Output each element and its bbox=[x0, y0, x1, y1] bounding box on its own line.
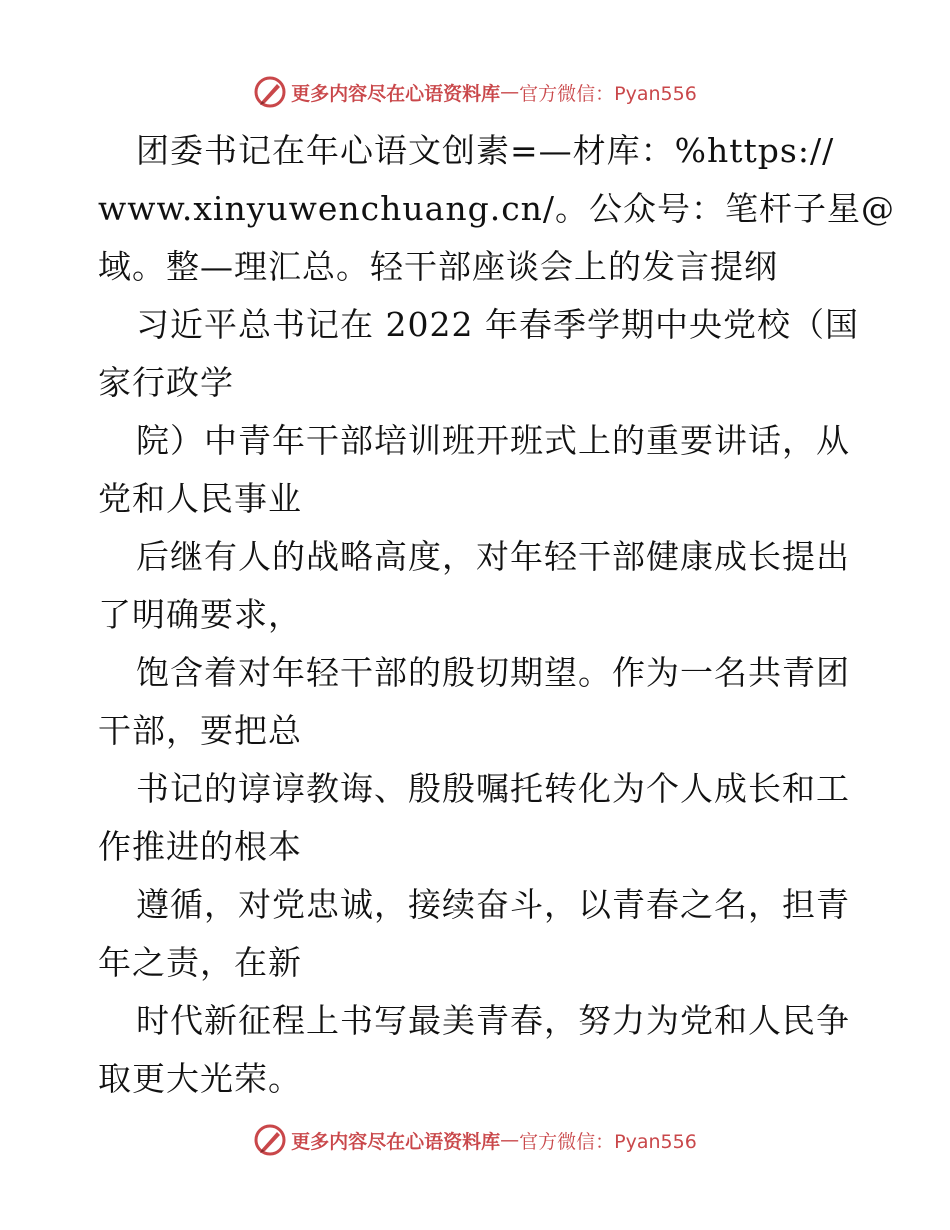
text-line: www.xinyuwenchuang.cn/。公众号：笔杆子星@ bbox=[98, 189, 896, 228]
text-line: 取更大光荣。 bbox=[98, 1059, 302, 1098]
banner-separator: — bbox=[500, 1129, 520, 1151]
banner-site-text: 更多内容尽在心语资料库 bbox=[291, 82, 501, 105]
pen-logo-icon bbox=[253, 75, 287, 109]
text-line: 后继有人的战略高度，对年轻干部健康成长提出 bbox=[136, 537, 850, 576]
banner-separator: — bbox=[500, 81, 520, 103]
text-line: 干部，要把总 bbox=[98, 711, 302, 750]
text-line: 年之责，在新 bbox=[98, 943, 302, 982]
text-line: 家行政学 bbox=[98, 363, 234, 402]
text-line: 院）中青年干部培训班开班式上的重要讲话，从 bbox=[136, 421, 850, 460]
text-line: 习近平总书记在 2022 年春季学期中央党校（国 bbox=[136, 305, 859, 344]
banner-site-text: 更多内容尽在心语资料库 bbox=[291, 1130, 501, 1153]
banner-wechat-text: 官方微信：Pyan556 bbox=[519, 1130, 697, 1153]
banner-wechat-text: 官方微信：Pyan556 bbox=[519, 82, 697, 105]
text-line: 了明确要求， bbox=[98, 595, 302, 634]
text-line: 饱含着对年轻干部的殷切期望。作为一名共青团 bbox=[136, 653, 850, 692]
footer-banner bbox=[0, 1120, 950, 1160]
pen-logo-icon bbox=[253, 1123, 287, 1157]
text-line: 遵循，对党忠诚，接续奋斗，以青春之名，担青 bbox=[136, 885, 850, 924]
document-body bbox=[98, 122, 896, 1108]
text-line: 域。整—理汇总。轻干部座谈会上的发言提纲 bbox=[98, 247, 778, 286]
text-line: 时代新征程上书写最美青春，努力为党和人民争 bbox=[136, 1001, 850, 1040]
text-line: 团委书记在年心语文创素=—材库：%https:// bbox=[136, 131, 835, 170]
header-banner bbox=[0, 72, 950, 112]
text-line: 党和人民事业 bbox=[98, 479, 302, 518]
text-line: 作推进的根本 bbox=[98, 827, 302, 866]
text-line: 书记的谆谆教诲、殷殷嘱托转化为个人成长和工 bbox=[136, 769, 850, 808]
